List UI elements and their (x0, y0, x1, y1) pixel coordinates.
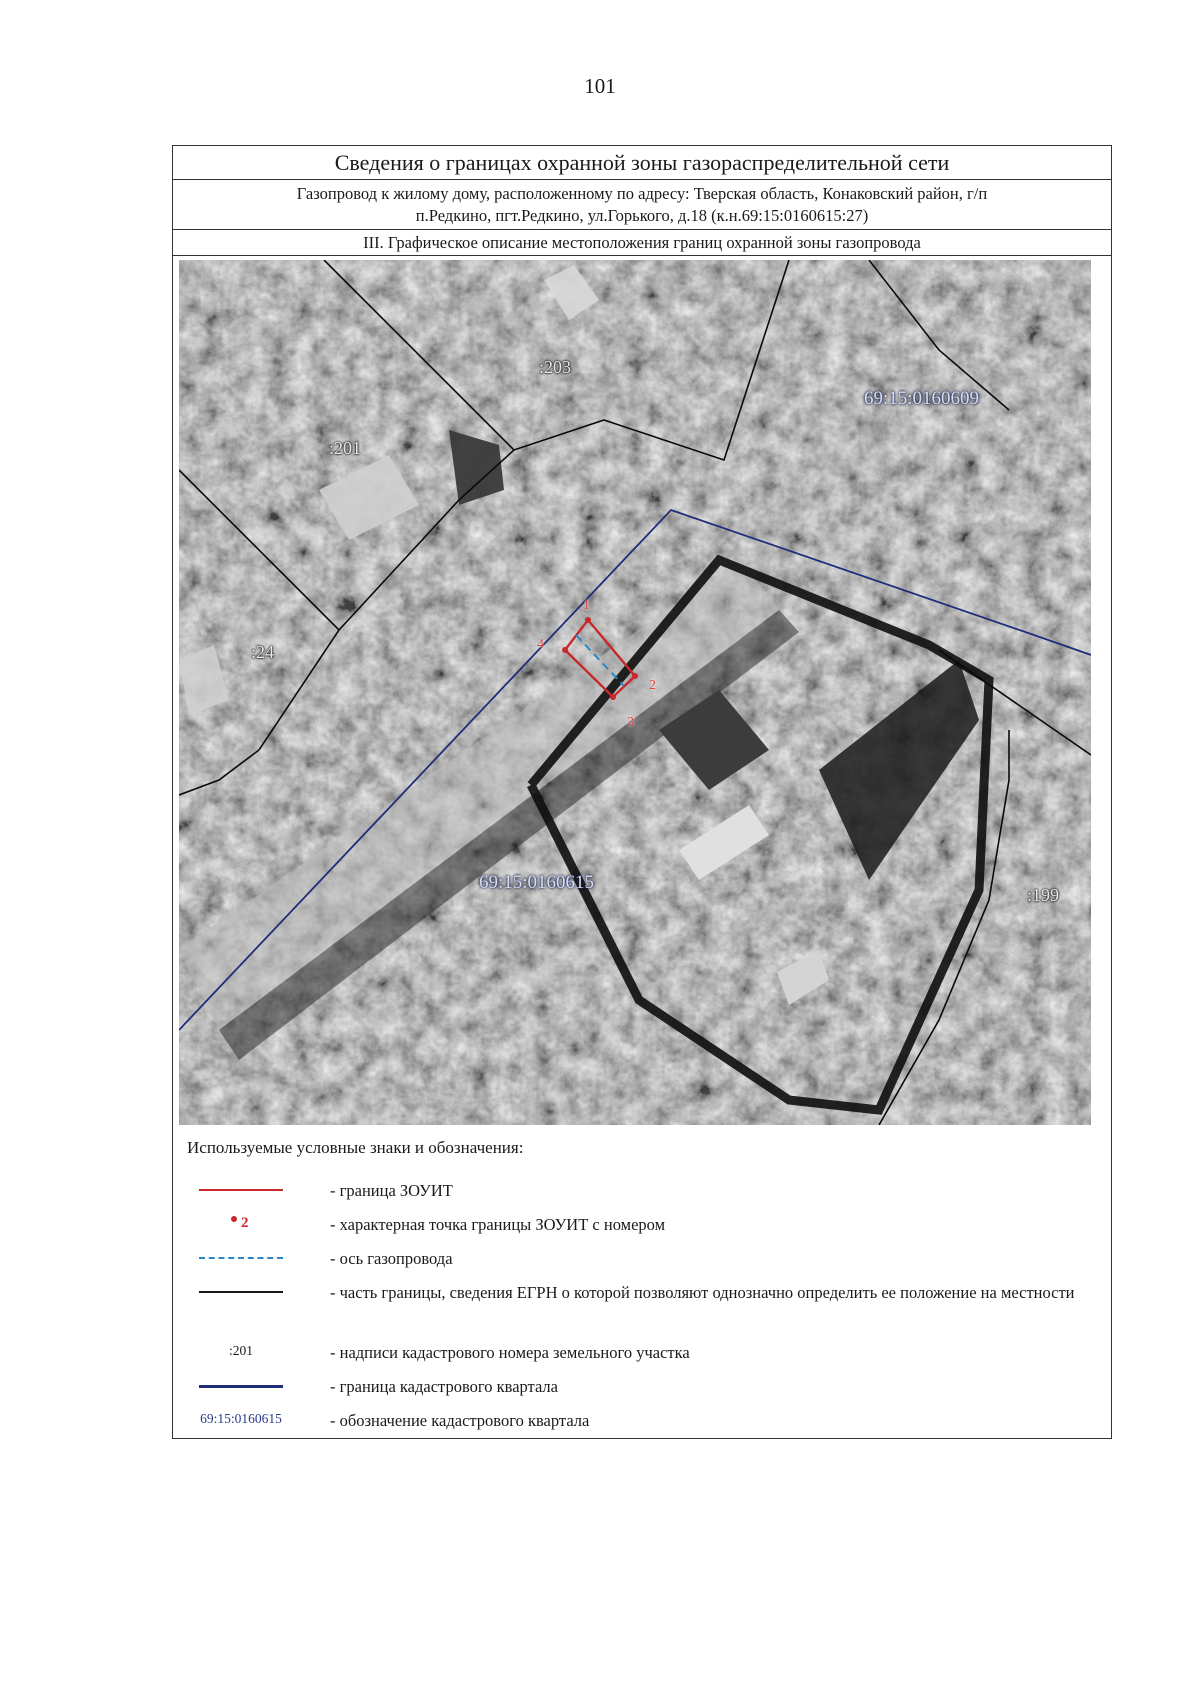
legend-text: - граница ЗОУИТ (330, 1181, 453, 1200)
legend-text: - надписи кадастрового номера земельного участка (330, 1343, 690, 1362)
document-frame (172, 145, 1112, 1439)
subtitle-line-2: п.Редкино, пгт.Редкино, ул.Горького, д.18 (к.н.69:15:0160615:27) (415, 206, 869, 225)
section-heading: III. Графическое описание местоположения границ охранной зоны газопровода (173, 230, 1111, 256)
legend-symbol-red-point (191, 1210, 291, 1238)
parcel-label-24: :24 (251, 642, 275, 662)
legend-text: - обозначение кадастрового квартала (330, 1411, 590, 1430)
legend-symbol-black-line (191, 1278, 291, 1306)
subtitle-line-1: Газопровод к жилому дому, расположенному по адресу: Тверская область, Конаковский район, г/п (296, 184, 988, 203)
page-number: 101 (584, 74, 616, 98)
parcel-label-sample: :201 (228, 1343, 253, 1358)
parcel-label-201: :201 (329, 438, 362, 458)
document-subtitle (173, 180, 1111, 230)
legend-item-gas-axis (173, 1244, 1111, 1272)
black-line-swatch (199, 1291, 283, 1293)
boundary-point-label-4: 4 (537, 637, 544, 652)
boundary-point-3 (610, 694, 616, 700)
legend-item-zone-boundary (173, 1176, 1111, 1204)
legend-item-boundary-point (173, 1210, 1111, 1238)
legend-item-parcel-boundary (173, 1278, 1111, 1306)
boundary-point-4 (562, 647, 568, 653)
legend-text: - характерная точка границы ЗОУИТ с номером (330, 1215, 666, 1234)
quarter-label-0160609: 69:15:0160609 (864, 388, 980, 409)
satellite-map[interactable] (179, 260, 1091, 1125)
legend-symbol-red-line (191, 1176, 291, 1204)
red-line-swatch (199, 1189, 283, 1191)
parcel-label-199: :199 (1027, 885, 1060, 905)
red-point-number: 2 (241, 1215, 249, 1231)
legend-symbol-blue-dashed (191, 1244, 291, 1272)
legend-text: - часть границы, сведения ЕГРН о которой позволяют однозначно определить ее положение на местности (330, 1283, 1075, 1302)
legend-item-parcel-label (173, 1338, 1111, 1366)
red-point-swatch (231, 1216, 237, 1222)
legend-item-quarter-label (173, 1406, 1111, 1434)
quarter-label-0160615: 69:15:0160615 (479, 872, 595, 893)
legend-symbol-text (191, 1338, 291, 1366)
legend-text: - граница кадастрового квартала (330, 1377, 558, 1396)
legend-symbol-text-blue (191, 1406, 291, 1434)
legend-heading: Используемые условные знаки и обозначения: (187, 1138, 524, 1157)
legend-item-quarter-boundary (173, 1372, 1111, 1400)
boundary-point-1 (585, 617, 591, 623)
blue-dashed-swatch (199, 1257, 283, 1259)
document-title: Сведения о границах охранной зоны газораспределительной сети (173, 146, 1111, 180)
boundary-point-label-2: 2 (649, 678, 656, 693)
navy-line-swatch (199, 1385, 283, 1388)
parcel-label-203: :203 (539, 357, 572, 377)
quarter-label-sample: 69:15:0160615 (200, 1411, 282, 1426)
legend-text: - ось газопровода (330, 1249, 453, 1268)
boundary-point-label-1: 1 (583, 598, 590, 613)
boundary-point-label-3: 3 (627, 715, 634, 730)
boundary-point-2 (632, 673, 638, 679)
legend-symbol-navy-line (191, 1372, 291, 1400)
